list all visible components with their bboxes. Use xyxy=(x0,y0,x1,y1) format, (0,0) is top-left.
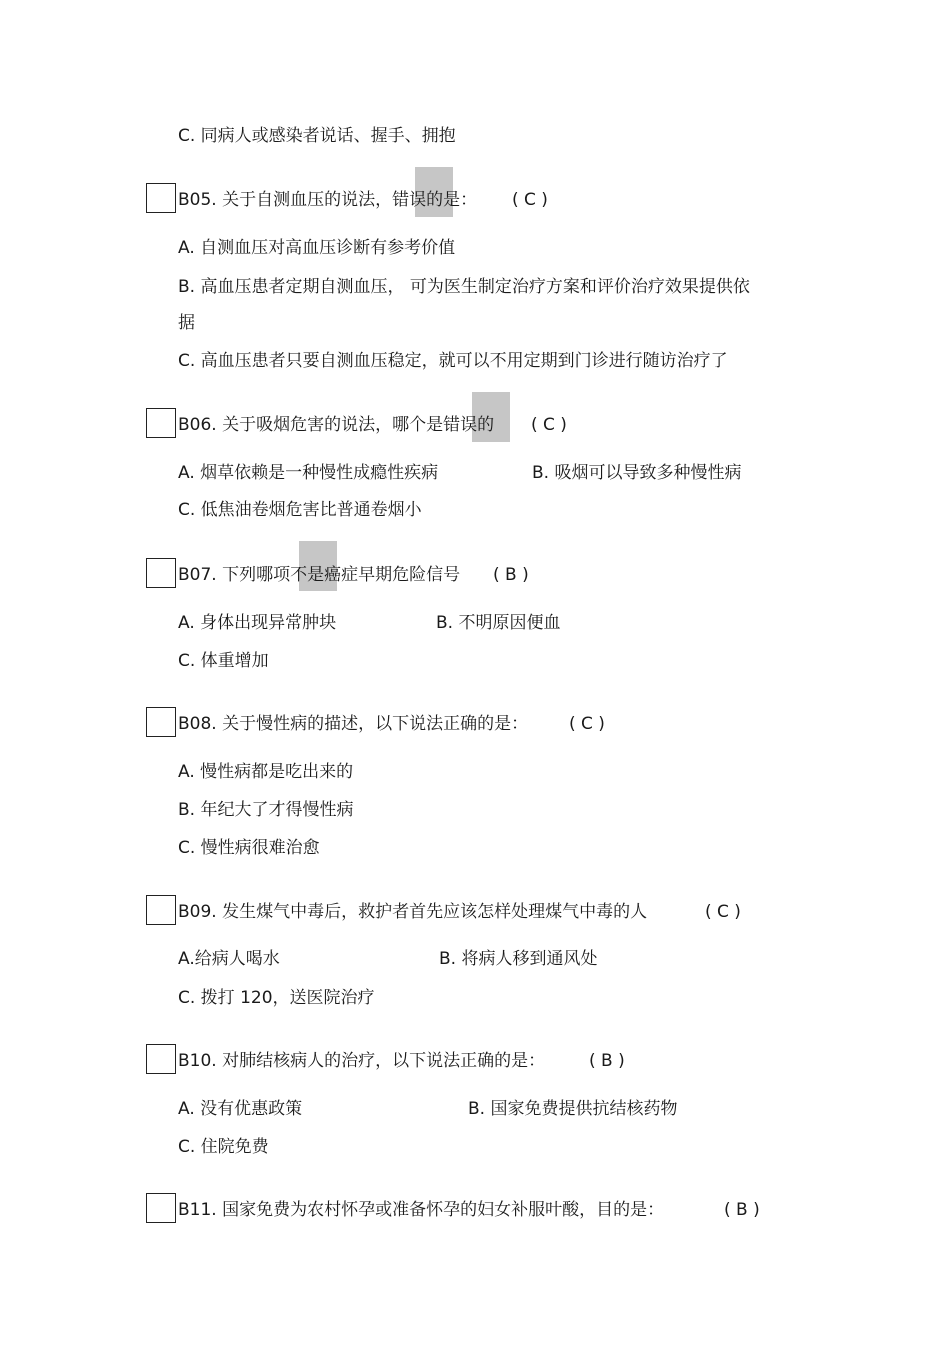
option-c: C. 体重增加 xyxy=(178,651,269,671)
question-checkbox[interactable] xyxy=(146,1044,176,1074)
answer-key: ( C ) xyxy=(512,190,548,210)
answer-key: ( C ) xyxy=(569,714,605,734)
answer-key: ( B ) xyxy=(493,565,529,585)
answer-key: ( B ) xyxy=(724,1200,760,1220)
option-a: A. 身体出现异常肿块 xyxy=(178,613,337,633)
question-checkbox[interactable] xyxy=(146,1193,176,1223)
question-stem: B10. 对肺结核病人的治疗，以下说法正确的是： xyxy=(178,1051,546,1071)
question-stem: B11. 国家免费为农村怀孕或准备怀孕的妇女补服叶酸，目的是： xyxy=(178,1200,665,1220)
option-c: C. 住院免费 xyxy=(178,1137,269,1157)
option-a: A. 没有优惠政策 xyxy=(178,1099,303,1119)
option-a: A. 慢性病都是吃出来的 xyxy=(178,762,354,782)
option-b: B. 国家免费提供抗结核药物 xyxy=(468,1099,678,1119)
question-stem: B07. 下列哪项不是癌症早期危险信号 xyxy=(178,565,461,585)
question-checkbox[interactable] xyxy=(146,895,176,925)
option-a: A. 自测血压对高血压诊断有参考价值 xyxy=(178,238,456,258)
question-stem: B06. 关于吸烟危害的说法，哪个是错误的 xyxy=(178,415,495,435)
answer-key: ( C ) xyxy=(705,902,741,922)
question-stem: B08. 关于慢性病的描述，以下说法正确的是： xyxy=(178,714,529,734)
option-c: C. 低焦油卷烟危害比普通卷烟小 xyxy=(178,500,422,520)
option-c: C. 高血压患者只要自测血压稳定，就可以不用定期到门诊进行随访治疗了 xyxy=(178,351,728,371)
question-checkbox[interactable] xyxy=(146,558,176,588)
option-b: B. 将病人移到通风处 xyxy=(439,949,598,969)
option-a: A. 烟草依赖是一种慢性成瘾性疾病 xyxy=(178,463,439,483)
answer-key: ( C ) xyxy=(531,415,567,435)
question-stem: B05. 关于自测血压的说法，错误的是： xyxy=(178,190,478,210)
option-b: B. 年纪大了才得慢性病 xyxy=(178,800,354,820)
question-checkbox[interactable] xyxy=(146,707,176,737)
option-b: B. 不明原因便血 xyxy=(436,613,561,633)
answer-key: ( B ) xyxy=(589,1051,625,1071)
option-a: A.给病人喝水 xyxy=(178,949,280,969)
option-b: B. 吸烟可以导致多种慢性病 xyxy=(532,463,742,483)
option-c: C. 同病人或感染者说话、握手、拥抱 xyxy=(178,126,456,146)
question-checkbox[interactable] xyxy=(146,183,176,213)
option-c: C. 拨打 120，送医院治疗 xyxy=(178,988,375,1008)
question-checkbox[interactable] xyxy=(146,408,176,438)
option-b-continued: 据 xyxy=(178,313,195,333)
question-stem: B09. 发生煤气中毒后，救护者首先应该怎样处理煤气中毒的人 xyxy=(178,902,648,922)
option-c: C. 慢性病很难治愈 xyxy=(178,838,320,858)
option-b: B. 高血压患者定期自测血压， 可为医生制定治疗方案和评价治疗效果提供依 xyxy=(178,277,750,297)
